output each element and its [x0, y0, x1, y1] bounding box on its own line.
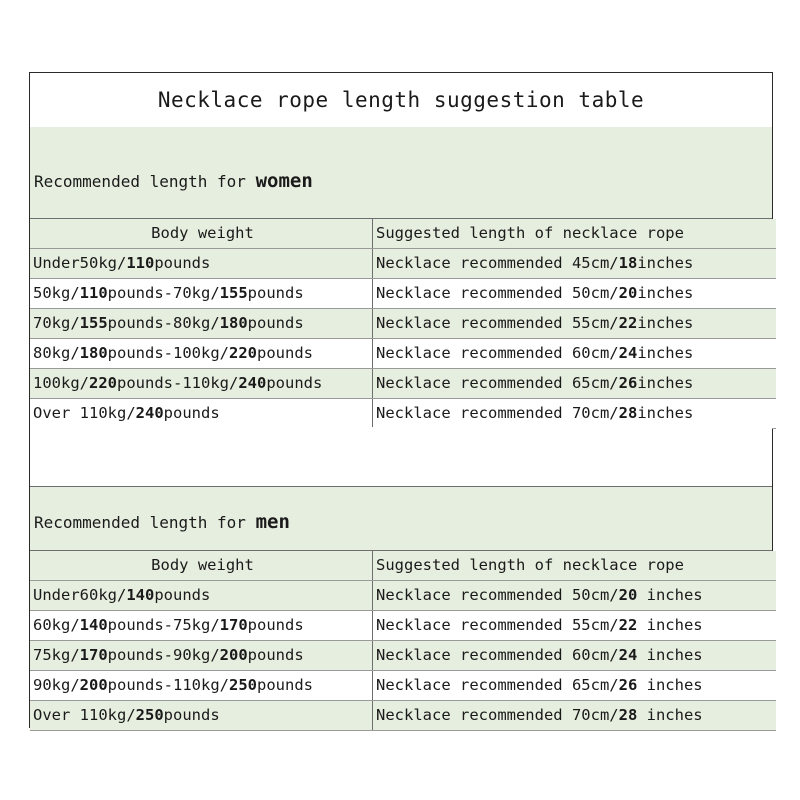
men-length-cell: Necklace recommended 65cm/26 inches — [373, 671, 777, 701]
page-title: Necklace rope length suggestion table — [30, 73, 772, 128]
women-length-cell: Necklace recommended 55cm/22inches — [373, 309, 777, 339]
women-weight-cell: 100kg/220pounds-110kg/240pounds — [30, 369, 373, 399]
table-row — [30, 249, 776, 279]
women-weight-cell: Under50kg/110pounds — [30, 249, 373, 279]
table-row — [30, 369, 776, 399]
table-row — [30, 701, 776, 731]
women-length-cell: Necklace recommended 45cm/18inches — [373, 249, 777, 279]
women-col-weight-header: Body weight — [30, 219, 373, 249]
men-length-cell: Necklace recommended 60cm/24 inches — [373, 641, 777, 671]
table-row — [30, 611, 776, 641]
men-weight-cell: Over 110kg/250pounds — [30, 701, 373, 731]
men-table — [30, 551, 776, 731]
men-weight-cell: Under60kg/140pounds — [30, 581, 373, 611]
men-header-row — [30, 551, 776, 581]
men-heading-word: men — [255, 511, 290, 533]
table-row — [30, 399, 776, 429]
length-table-frame — [29, 72, 773, 728]
table-row — [30, 339, 776, 369]
women-length-cell: Necklace recommended 70cm/28inches — [373, 399, 777, 429]
men-col-length-header: Suggested length of necklace rope — [373, 551, 777, 581]
men-section-heading — [30, 487, 772, 551]
men-length-cell: Necklace recommended 55cm/22 inches — [373, 611, 777, 641]
women-heading-word: women — [255, 170, 313, 192]
section-spacer — [30, 427, 772, 487]
women-length-cell: Necklace recommended 60cm/24inches — [373, 339, 777, 369]
men-length-cell: Necklace recommended 70cm/28 inches — [373, 701, 777, 731]
women-weight-cell: 80kg/180pounds-100kg/220pounds — [30, 339, 373, 369]
women-weight-cell: 50kg/110pounds-70kg/155pounds — [30, 279, 373, 309]
table-row — [30, 641, 776, 671]
men-length-cell: Necklace recommended 50cm/20 inches — [373, 581, 777, 611]
women-heading-prefix: Recommended length for — [34, 172, 246, 191]
women-header-row — [30, 219, 776, 249]
women-weight-cell: Over 110kg/240pounds — [30, 399, 373, 429]
table-row — [30, 309, 776, 339]
men-col-weight-header: Body weight — [30, 551, 373, 581]
women-length-cell: Necklace recommended 50cm/20inches — [373, 279, 777, 309]
men-weight-cell: 90kg/200pounds-110kg/250pounds — [30, 671, 373, 701]
women-table — [30, 219, 776, 429]
men-weight-cell: 60kg/140pounds-75kg/170pounds — [30, 611, 373, 641]
women-length-cell: Necklace recommended 65cm/26inches — [373, 369, 777, 399]
table-row — [30, 279, 776, 309]
women-weight-cell: 70kg/155pounds-80kg/180pounds — [30, 309, 373, 339]
men-heading-prefix: Recommended length for — [34, 513, 246, 532]
men-weight-cell: 75kg/170pounds-90kg/200pounds — [30, 641, 373, 671]
women-section-heading — [30, 127, 772, 219]
table-row — [30, 581, 776, 611]
table-row — [30, 671, 776, 701]
women-col-length-header: Suggested length of necklace rope — [373, 219, 777, 249]
